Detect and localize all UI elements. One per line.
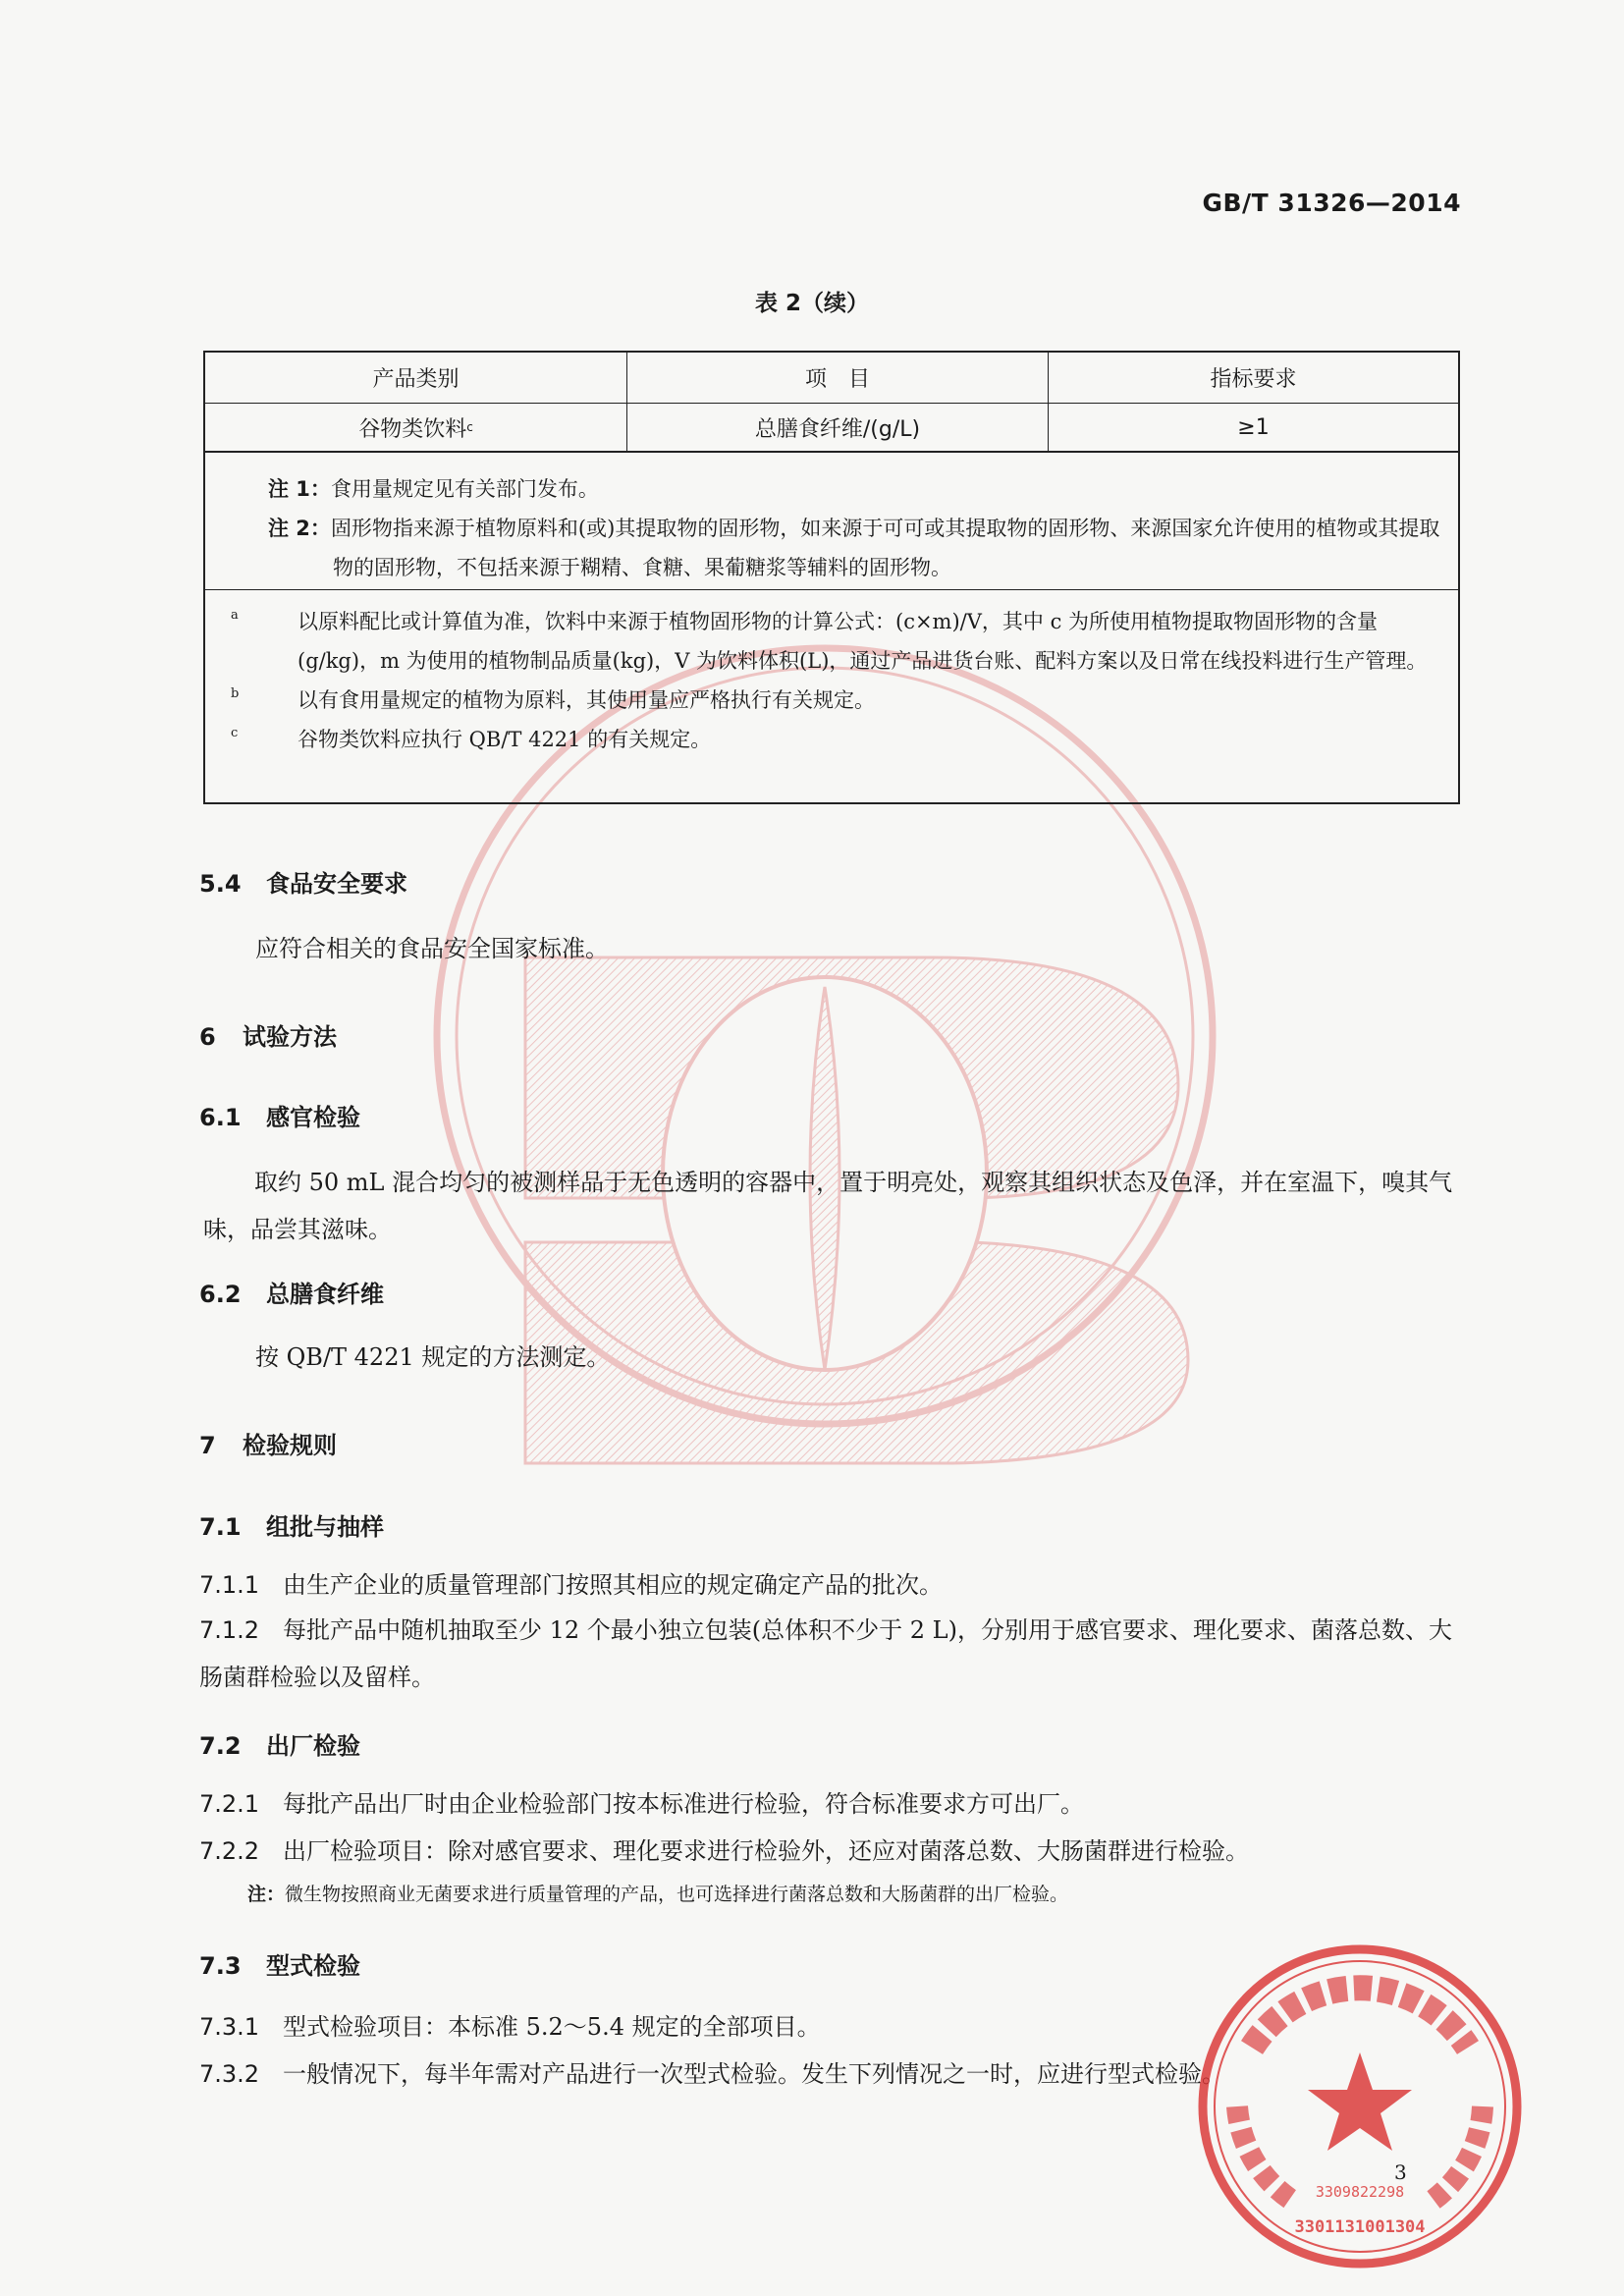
heading-6-1-num: 6.1 (199, 1104, 242, 1131)
heading-6-1-title: 感官检验 (266, 1104, 360, 1131)
cell-category (205, 404, 626, 451)
table-footnote-b (231, 681, 1444, 720)
cell-category-text: 谷物类饮料 (358, 416, 467, 442)
cell-requirement: ≥1 (1048, 404, 1458, 451)
note-7-2-2-text: 微生物按照商业无菌要求进行质量管理的产品，也可选择进行菌落总数和大肠菌群的出厂检验。 (285, 1884, 1069, 1905)
heading-7-num: 7 (199, 1432, 216, 1459)
seal-code-2: 3301131001304 (1294, 2217, 1426, 2237)
heading-7-2-title: 出厂检验 (266, 1732, 360, 1760)
footnote-c-mark: c (231, 726, 239, 740)
heading-7-1-num: 7.1 (199, 1513, 242, 1541)
note-2-label: 注 2： (268, 517, 331, 540)
cell-category-sup: c (466, 420, 473, 434)
heading-7-3-num: 7.3 (199, 1952, 242, 1980)
note-7-2-2 (247, 1880, 1465, 1909)
seal-code-1: 3309822298 (1315, 2183, 1405, 2201)
company-seal (1193, 1940, 1527, 2273)
clause-7-2-1 (199, 1780, 1466, 1828)
clause-7-2-1-text: 每批产品出厂时由企业检验部门按本标准进行检验，符合标准要求方可出厂。 (283, 1790, 1084, 1818)
clause-7-1-1 (199, 1561, 1466, 1609)
note-1-text: 食用量规定见有关部门发布。 (330, 477, 599, 501)
clause-7-2-2 (199, 1828, 1466, 1875)
para-6-2: 按 QB/T 4221 规定的方法测定。 (255, 1343, 611, 1371)
heading-6 (199, 1017, 337, 1052)
header-item: 项 目 (626, 353, 1048, 403)
footnote-b-mark: b (231, 686, 240, 701)
footnote-a-mark: a (231, 608, 239, 623)
heading-7-1 (199, 1507, 384, 1542)
cell-item: 总膳食纤维/(g/L) (626, 404, 1048, 451)
heading-7 (199, 1426, 337, 1460)
clause-7-1-1-text: 由生产企业的质量管理部门按照其相应的规定确定产品的批次。 (283, 1571, 943, 1599)
heading-7-title: 检验规则 (243, 1432, 337, 1459)
heading-5-4-title: 食品安全要求 (266, 870, 407, 898)
para-5-4: 应符合相关的食品安全国家标准。 (255, 935, 609, 962)
heading-7-1-title: 组批与抽样 (266, 1513, 384, 1541)
footnote-b-text: 以有食用量规定的植物为原料，其使用量应严格执行有关规定。 (298, 688, 875, 712)
heading-7-2-num: 7.2 (199, 1732, 242, 1760)
footnote-a-text: 以原料配比或计算值为准，饮料中来源于植物固形物的计算公式：(c×m)/V，其中 c 为所使用植物提取物固形物的含量(g/kg)，m 为使用的植物制品质量(kg)，V 为饮料体积(L)，通过产品进货台账、配料方案以及日常在线投料进行生产管理。 (298, 610, 1428, 673)
note-1-label: 注 1： (268, 477, 331, 501)
clause-7-3-2-text: 一般情况下，每半年需对产品进行一次型式检验。发生下列情况之一时，应进行型式检验。 (283, 2060, 1225, 2088)
header-requirement: 指标要求 (1048, 353, 1458, 403)
heading-5-4-num: 5.4 (199, 870, 242, 898)
note-7-2-2-label: 注： (247, 1884, 286, 1905)
clause-7-1-2-num: 7.1.2 (199, 1616, 260, 1644)
table-note-2 (268, 509, 1444, 587)
table-title: 表 2（续） (754, 291, 869, 316)
table-header-row (205, 353, 1458, 404)
clause-7-3-1-num: 7.3.1 (199, 2013, 260, 2041)
table-row (205, 404, 1458, 453)
indicator-table (203, 351, 1460, 804)
heading-7-2 (199, 1726, 360, 1761)
heading-7-3 (199, 1946, 360, 1981)
table-footnote-c (231, 720, 1444, 759)
table-note-1 (268, 469, 1444, 509)
clause-7-3-1-text: 型式检验项目：本标准 5.2～5.4 规定的全部项目。 (283, 2013, 821, 2041)
clause-7-1-2 (199, 1607, 1466, 1701)
heading-6-num: 6 (199, 1023, 216, 1051)
heading-6-2-num: 6.2 (199, 1281, 242, 1308)
heading-6-title: 试验方法 (243, 1023, 337, 1051)
clause-7-3-2-num: 7.3.2 (199, 2060, 260, 2088)
table-notes (205, 458, 1458, 590)
para-6-1: 取约 50 mL 混合均匀的被测样品于无色透明的容器中，置于明亮处，观察其组织状态及色泽，并在室温下，嗅其气味，品尝其滋味。 (203, 1169, 1453, 1243)
heading-5-4 (199, 864, 407, 899)
clause-7-2-2-text: 出厂检验项目：除对感官要求、理化要求进行检验外，还应对菌落总数、大肠菌群进行检验。 (283, 1837, 1249, 1865)
clause-7-2-2-num: 7.2.2 (199, 1837, 260, 1865)
page-number: 3 (1394, 2160, 1407, 2184)
heading-6-2-title: 总膳食纤维 (266, 1281, 384, 1308)
standard-number: GB/T 31326—2014 (1202, 189, 1461, 217)
note-2-text: 固形物指来源于植物原料和(或)其提取物的固形物，如来源于可可或其提取物的固形物、来源国家允许使用的植物或其提取物的固形物，不包括来源于糊精、食糖、果葡糖浆等辅料的固形物。 (330, 517, 1440, 579)
table-footnotes (205, 592, 1458, 759)
footnote-c-text: 谷物类饮料应执行 QB/T 4221 的有关规定。 (298, 728, 712, 751)
clause-7-1-2-text: 每批产品中随机抽取至少 12 个最小独立包装(总体积不少于 2 L)，分别用于感官要求、理化要求、菌落总数、大肠菌群检验以及留样。 (199, 1616, 1452, 1691)
clause-7-1-1-num: 7.1.1 (199, 1571, 260, 1599)
clause-7-2-1-num: 7.2.1 (199, 1790, 260, 1818)
heading-6-1 (199, 1098, 360, 1132)
heading-7-3-title: 型式检验 (266, 1952, 360, 1980)
table-footnote-a (231, 602, 1444, 681)
header-product-category: 产品类别 (372, 367, 460, 392)
heading-6-2 (199, 1275, 384, 1309)
